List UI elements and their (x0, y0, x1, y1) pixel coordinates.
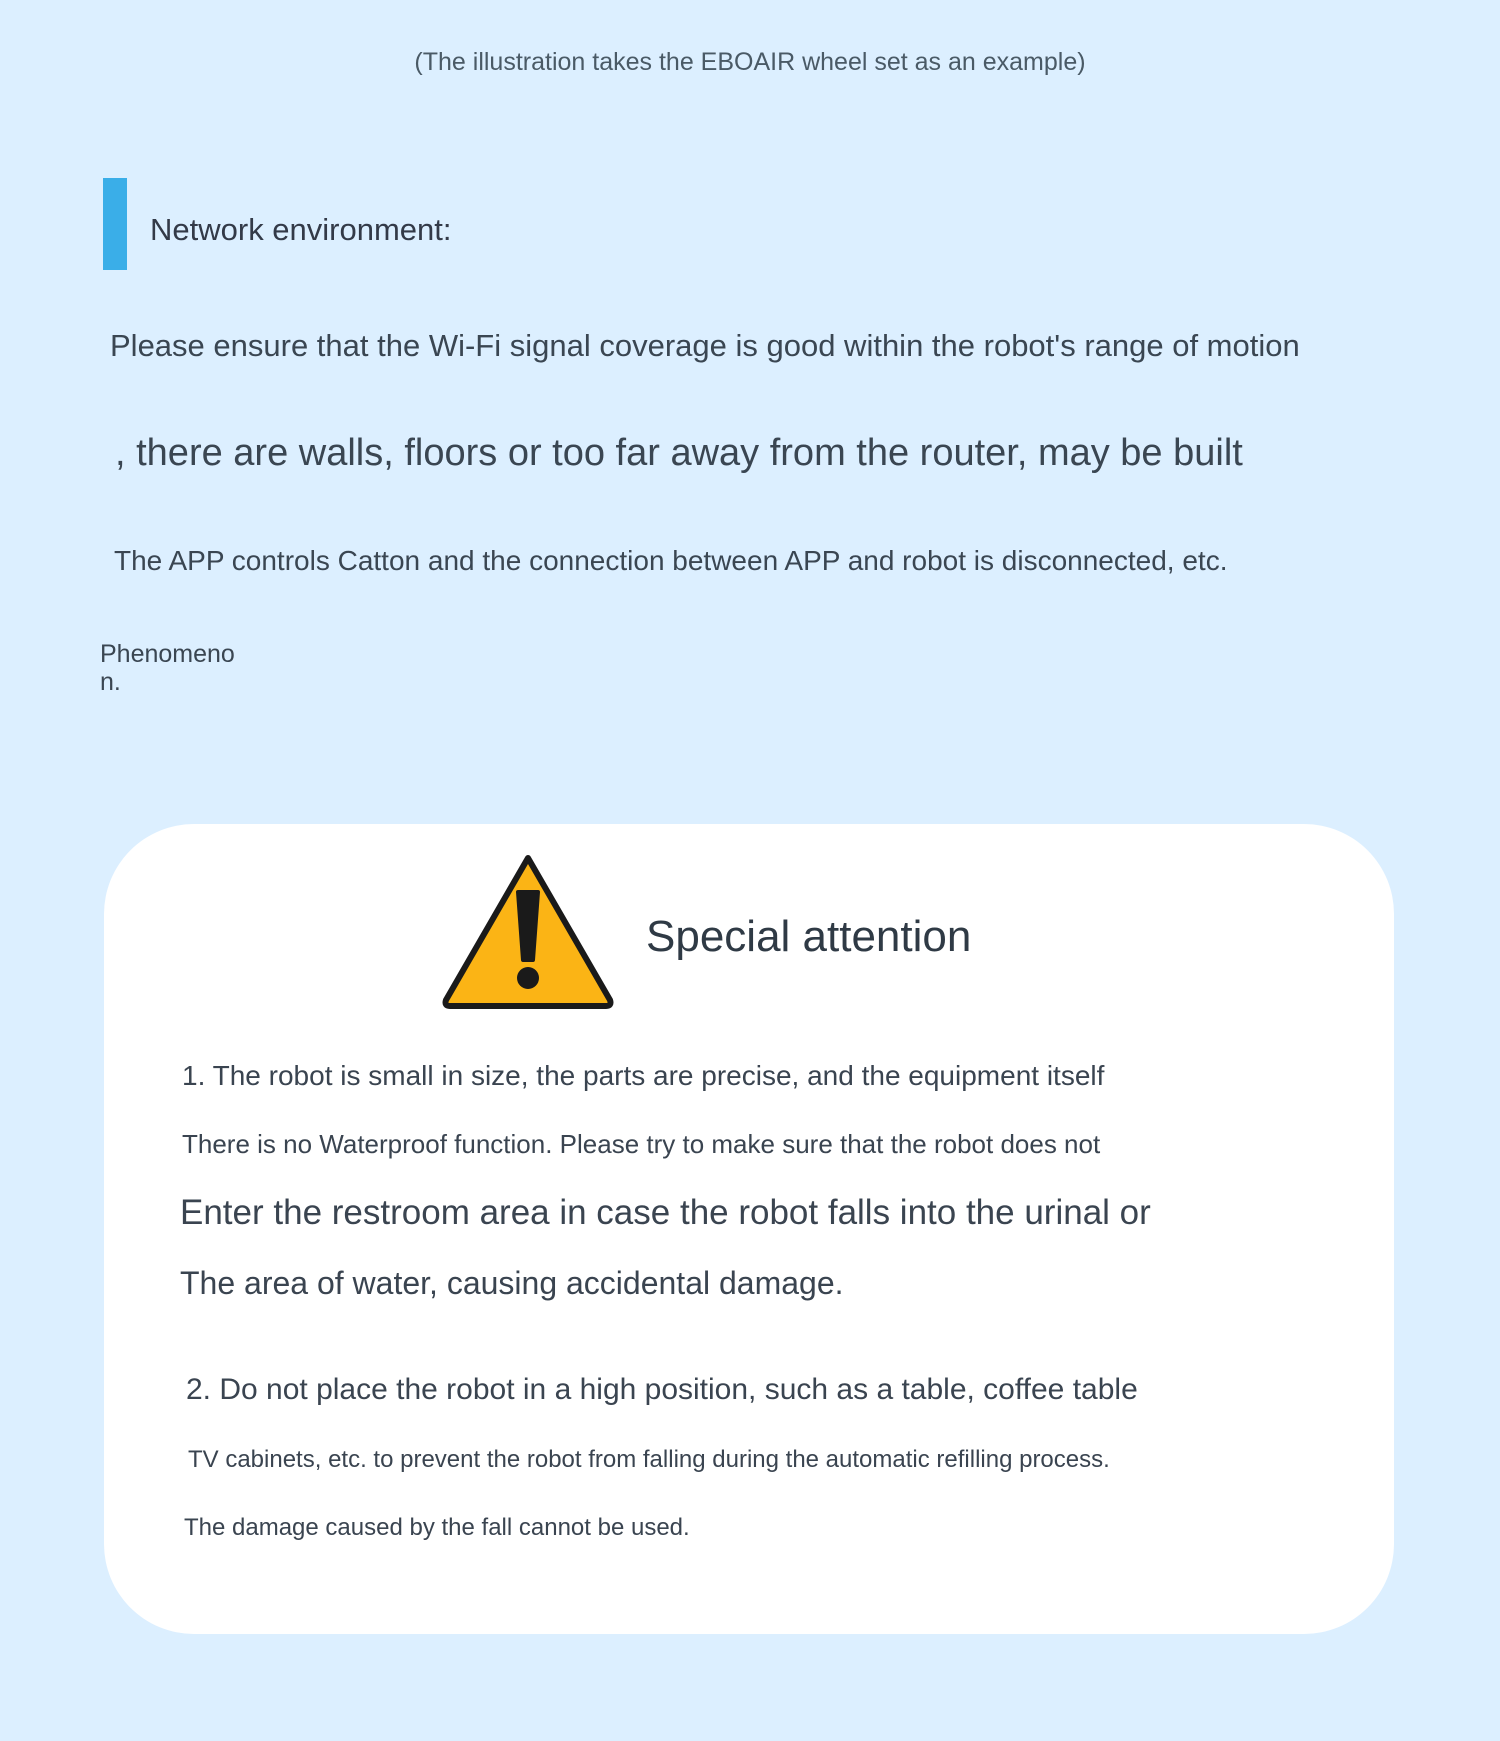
attention-item2-line-1: 2. Do not place the robot in a high position, such as a table, coffee table (186, 1373, 1138, 1406)
warning-triangle-icon (438, 850, 618, 1012)
attention-item1-line-3: Enter the restroom area in case the robot falls into the urinal or (180, 1193, 1151, 1232)
special-attention-title: Special attention (646, 912, 972, 961)
attention-item1-line-4: The area of water, causing accidental damage. (180, 1265, 844, 1301)
section-title-network: Network environment: (150, 212, 452, 247)
network-line-1: Please ensure that the Wi-Fi signal coverage is good within the robot's range of motion (110, 328, 1300, 363)
network-line-3: The APP controls Catton and the connection between APP and robot is disconnected, etc. (114, 545, 1228, 576)
network-line-2: , there are walls, floors or too far away from the router, may be built (115, 432, 1243, 474)
attention-item1-line-2: There is no Waterproof function. Please try to make sure that the robot does not (182, 1129, 1101, 1159)
attention-item1-line-1: 1. The robot is small in size, the parts are precise, and the equipment itself (182, 1060, 1105, 1091)
section-accent-bar (103, 178, 127, 270)
illustration-caption: (The illustration takes the EBOAIR wheel set as an example) (414, 48, 1086, 76)
attention-item2-line-2: TV cabinets, etc. to prevent the robot from falling during the automatic refilling process. (188, 1446, 1110, 1473)
network-phenomenon: Phenomenon. (100, 640, 235, 696)
attention-item2-line-3: The damage caused by the fall cannot be used. (184, 1514, 690, 1541)
